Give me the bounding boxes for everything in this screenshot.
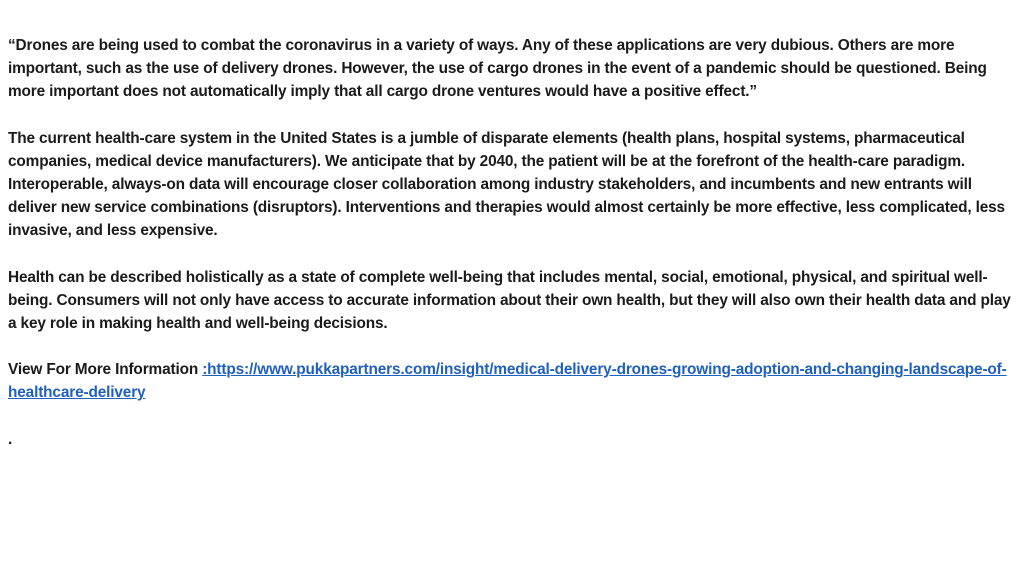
holistic-health-paragraph: Health can be described holistically as a state of complete well-being that includes mental, social, emotional, physical, and spiritual well-being. Consumers will not only have access to accurate information about their own health, but they will also own their health data and play a key role in making health and well-being decisions. xyxy=(8,268,1011,333)
trailing-dot: . xyxy=(8,430,13,448)
more-info-label: View For More Information xyxy=(8,361,203,379)
quote-paragraph: “Drones are being used to combat the coronavirus in a variety of ways. Any of these applications are very dubious. Others are more important, such as the use of delivery drones. However, the use of cargo drones in the event of a pandemic should be questioned. Being more important does not automatically imply that all cargo drone ventures would have a positive effect.” xyxy=(8,37,987,101)
more-info-line xyxy=(8,358,1016,404)
slide-content xyxy=(8,34,1016,451)
more-info-link[interactable]: :https://www.pukkapartners.com/insight/medical-delivery-drones-growing-adoption-and-changing-landscape-of-healthcare-delivery xyxy=(8,361,1007,402)
healthcare-system-paragraph: The current health-care system in the United States is a jumble of disparate elements (health plans, hospital systems, pharmaceutical companies, medical device manufacturers). We anticipate that by 2040, the patient will be at the forefront of the health-care paradigm. Interoperable, always-on data will encourage closer collaboration among industry stakeholders, and incumbents and new entrants will deliver new service combinations (disruptors). Interventions and therapies would almost certainly be more effective, less complicated, less invasive, and less expensive. xyxy=(8,129,1005,240)
